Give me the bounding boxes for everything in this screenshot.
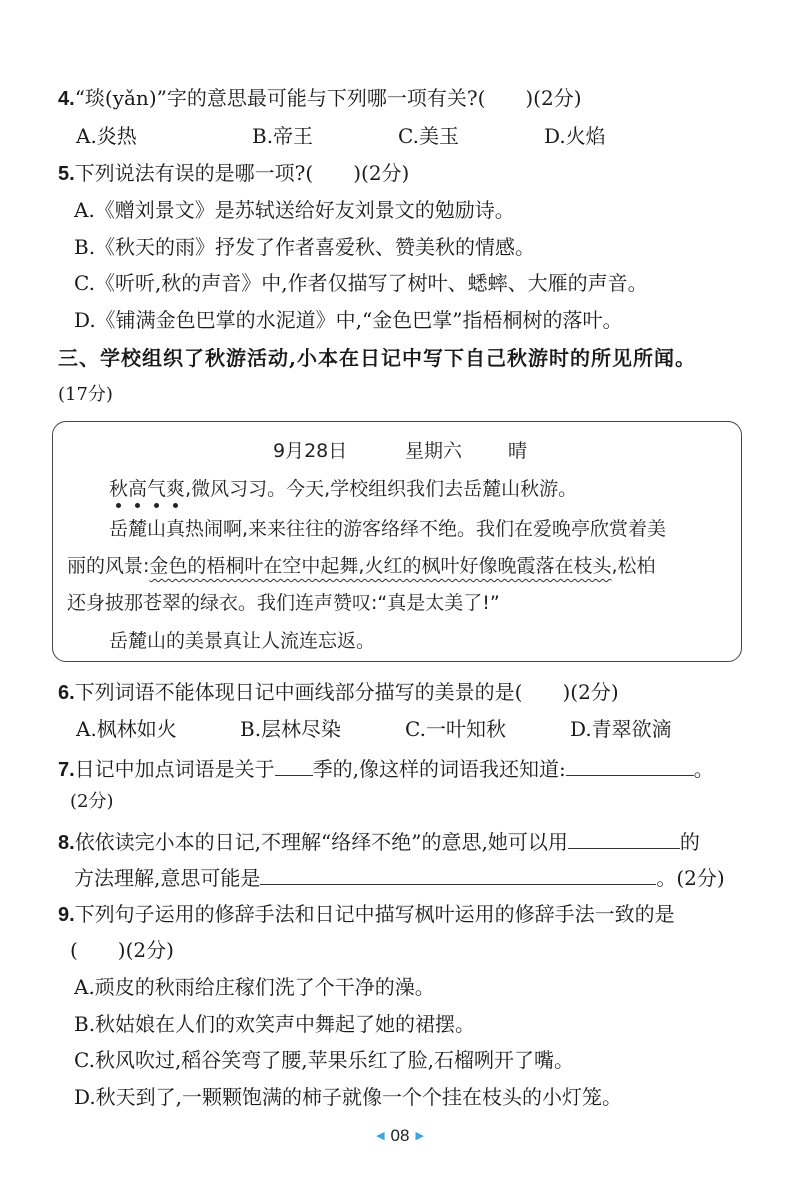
dotted-char: 爽 [166,478,186,500]
q4-option-c[interactable]: C.美玉 [398,124,459,148]
diary-text: ,松柏 [611,555,656,577]
q4-option-d[interactable]: D.火焰 [544,124,606,148]
diary-paragraph-2-line-2 [67,557,656,576]
prev-arrow-icon: ◀ [376,1130,385,1142]
question-stem: 季的,像这样的词语我还知道: [312,757,566,781]
question-5 [58,163,409,184]
diary-weekday: 星期六 [405,440,463,462]
page-number: 08 [390,1126,410,1145]
page-footer [0,1126,800,1146]
diary-paragraph-3: 岳麓山的美景真让人流连忘返。 [109,630,376,652]
question-number: 7. [58,759,75,781]
question-number: 8. [58,832,75,854]
question-stem: “琰(yǎn)”字的意思最可能与下列哪一项有关?( )(2分) [74,86,582,110]
q9-option-b[interactable]: B.秋姑娘在人们的欢笑声中舞起了她的裙摆。 [74,1012,476,1036]
question-number: 6. [58,682,75,704]
q5-option-b[interactable]: B.《秋天的雨》抒发了作者喜爱秋、赞美秋的情感。 [74,235,536,259]
dotted-char: 秋 [109,478,129,500]
q9-option-a[interactable]: A.顽皮的秋雨给庄稼们洗了个干净的澡。 [74,975,435,999]
q7-points: (2分) [70,791,114,812]
answer-blank-method[interactable] [568,830,680,849]
question-stem: 。 [693,757,714,781]
diary-weather: 晴 [508,440,528,462]
question-number: 5. [58,163,75,185]
question-9 [58,904,675,925]
diary-text: ,微风习习。今天,学校组织我们去岳麓山秋游。 [185,478,578,500]
answer-blank-meaning[interactable] [260,866,656,885]
question-stem: 下列句子运用的修辞手法和日记中描写枫叶运用的修辞手法一致的是 [74,902,675,926]
q9-option-c[interactable]: C.秋风吹过,稻谷笑弯了腰,苹果乐红了脸,石榴咧开了嘴。 [74,1048,575,1072]
q4-option-b[interactable]: B.帝王 [252,124,314,148]
q5-option-c[interactable]: C.《听听,秋的声音》中,作者仅描写了树叶、蟋蟀、大雁的声音。 [74,271,648,295]
diary-text: 丽的风景: [67,555,150,577]
q9-points: ( )(2分) [70,938,174,962]
question-6 [58,682,619,703]
question-stem: 日记中加点词语是关于 [74,757,275,781]
question-stem: 。(2分) [656,866,725,890]
question-8-line-2 [74,866,725,888]
question-number: 9. [58,904,75,926]
q6-option-a[interactable]: A.枫林如火 [76,717,177,741]
q4-option-a[interactable]: A.炎热 [76,124,137,148]
question-stem: 方法理解,意思可能是 [74,866,261,890]
dotted-char: 气 [147,478,167,500]
q9-option-d[interactable]: D.秋天到了,一颗颗饱满的柿子就像一个个挂在枝头的小灯笼。 [74,1085,623,1109]
section-3-points: (17分) [58,384,113,405]
wavy-underlined-text: 金色的梧桐叶在空中起舞,火红的枫叶好像晚霞落在枝头 [149,555,612,577]
question-number: 4. [58,88,75,110]
q6-option-d[interactable]: D.青翠欲滴 [570,717,672,741]
question-stem: 的 [679,830,700,854]
q6-option-c[interactable]: C.一叶知秋 [405,717,506,741]
question-4 [58,88,582,109]
q6-option-b[interactable]: B.层林尽染 [240,717,342,741]
question-stem: 下列说法有误的是哪一项?( )(2分) [74,161,410,185]
diary-paragraph-1 [109,480,577,499]
question-stem: 依依读完小本的日记,不理解“络绎不绝”的意思,她可以用 [74,830,568,854]
question-7 [58,757,714,780]
diary-box [52,421,742,662]
answer-blank-words[interactable] [566,757,694,776]
section-3-title: 三、学校组织了秋游活动,小本在日记中写下自己秋游时的所见所闻。 [58,346,696,370]
diary-date: 9月28日 [273,440,348,462]
diary-paragraph-2-line-3: 还身披那苍翠的绿衣。我们连声赞叹:“真是太美了!” [67,592,500,614]
answer-blank-season[interactable] [275,757,313,776]
dotted-char: 高 [128,478,148,500]
next-arrow-icon: ▶ [415,1130,424,1142]
q5-option-a[interactable]: A.《赠刘景文》是苏轼送给好友刘景文的勉励诗。 [74,198,515,222]
question-stem: 下列词语不能体现日记中画线部分描写的美景的是( )(2分) [74,680,619,704]
diary-paragraph-2-line-1: 岳麓山真热闹啊,来来往往的游客络绎不绝。我们在爱晚亭欣赏着美 [109,518,667,540]
q5-option-d[interactable]: D.《铺满金色巴掌的水泥道》中,“金色巴掌”指梧桐树的落叶。 [74,308,623,332]
question-8 [58,830,700,853]
